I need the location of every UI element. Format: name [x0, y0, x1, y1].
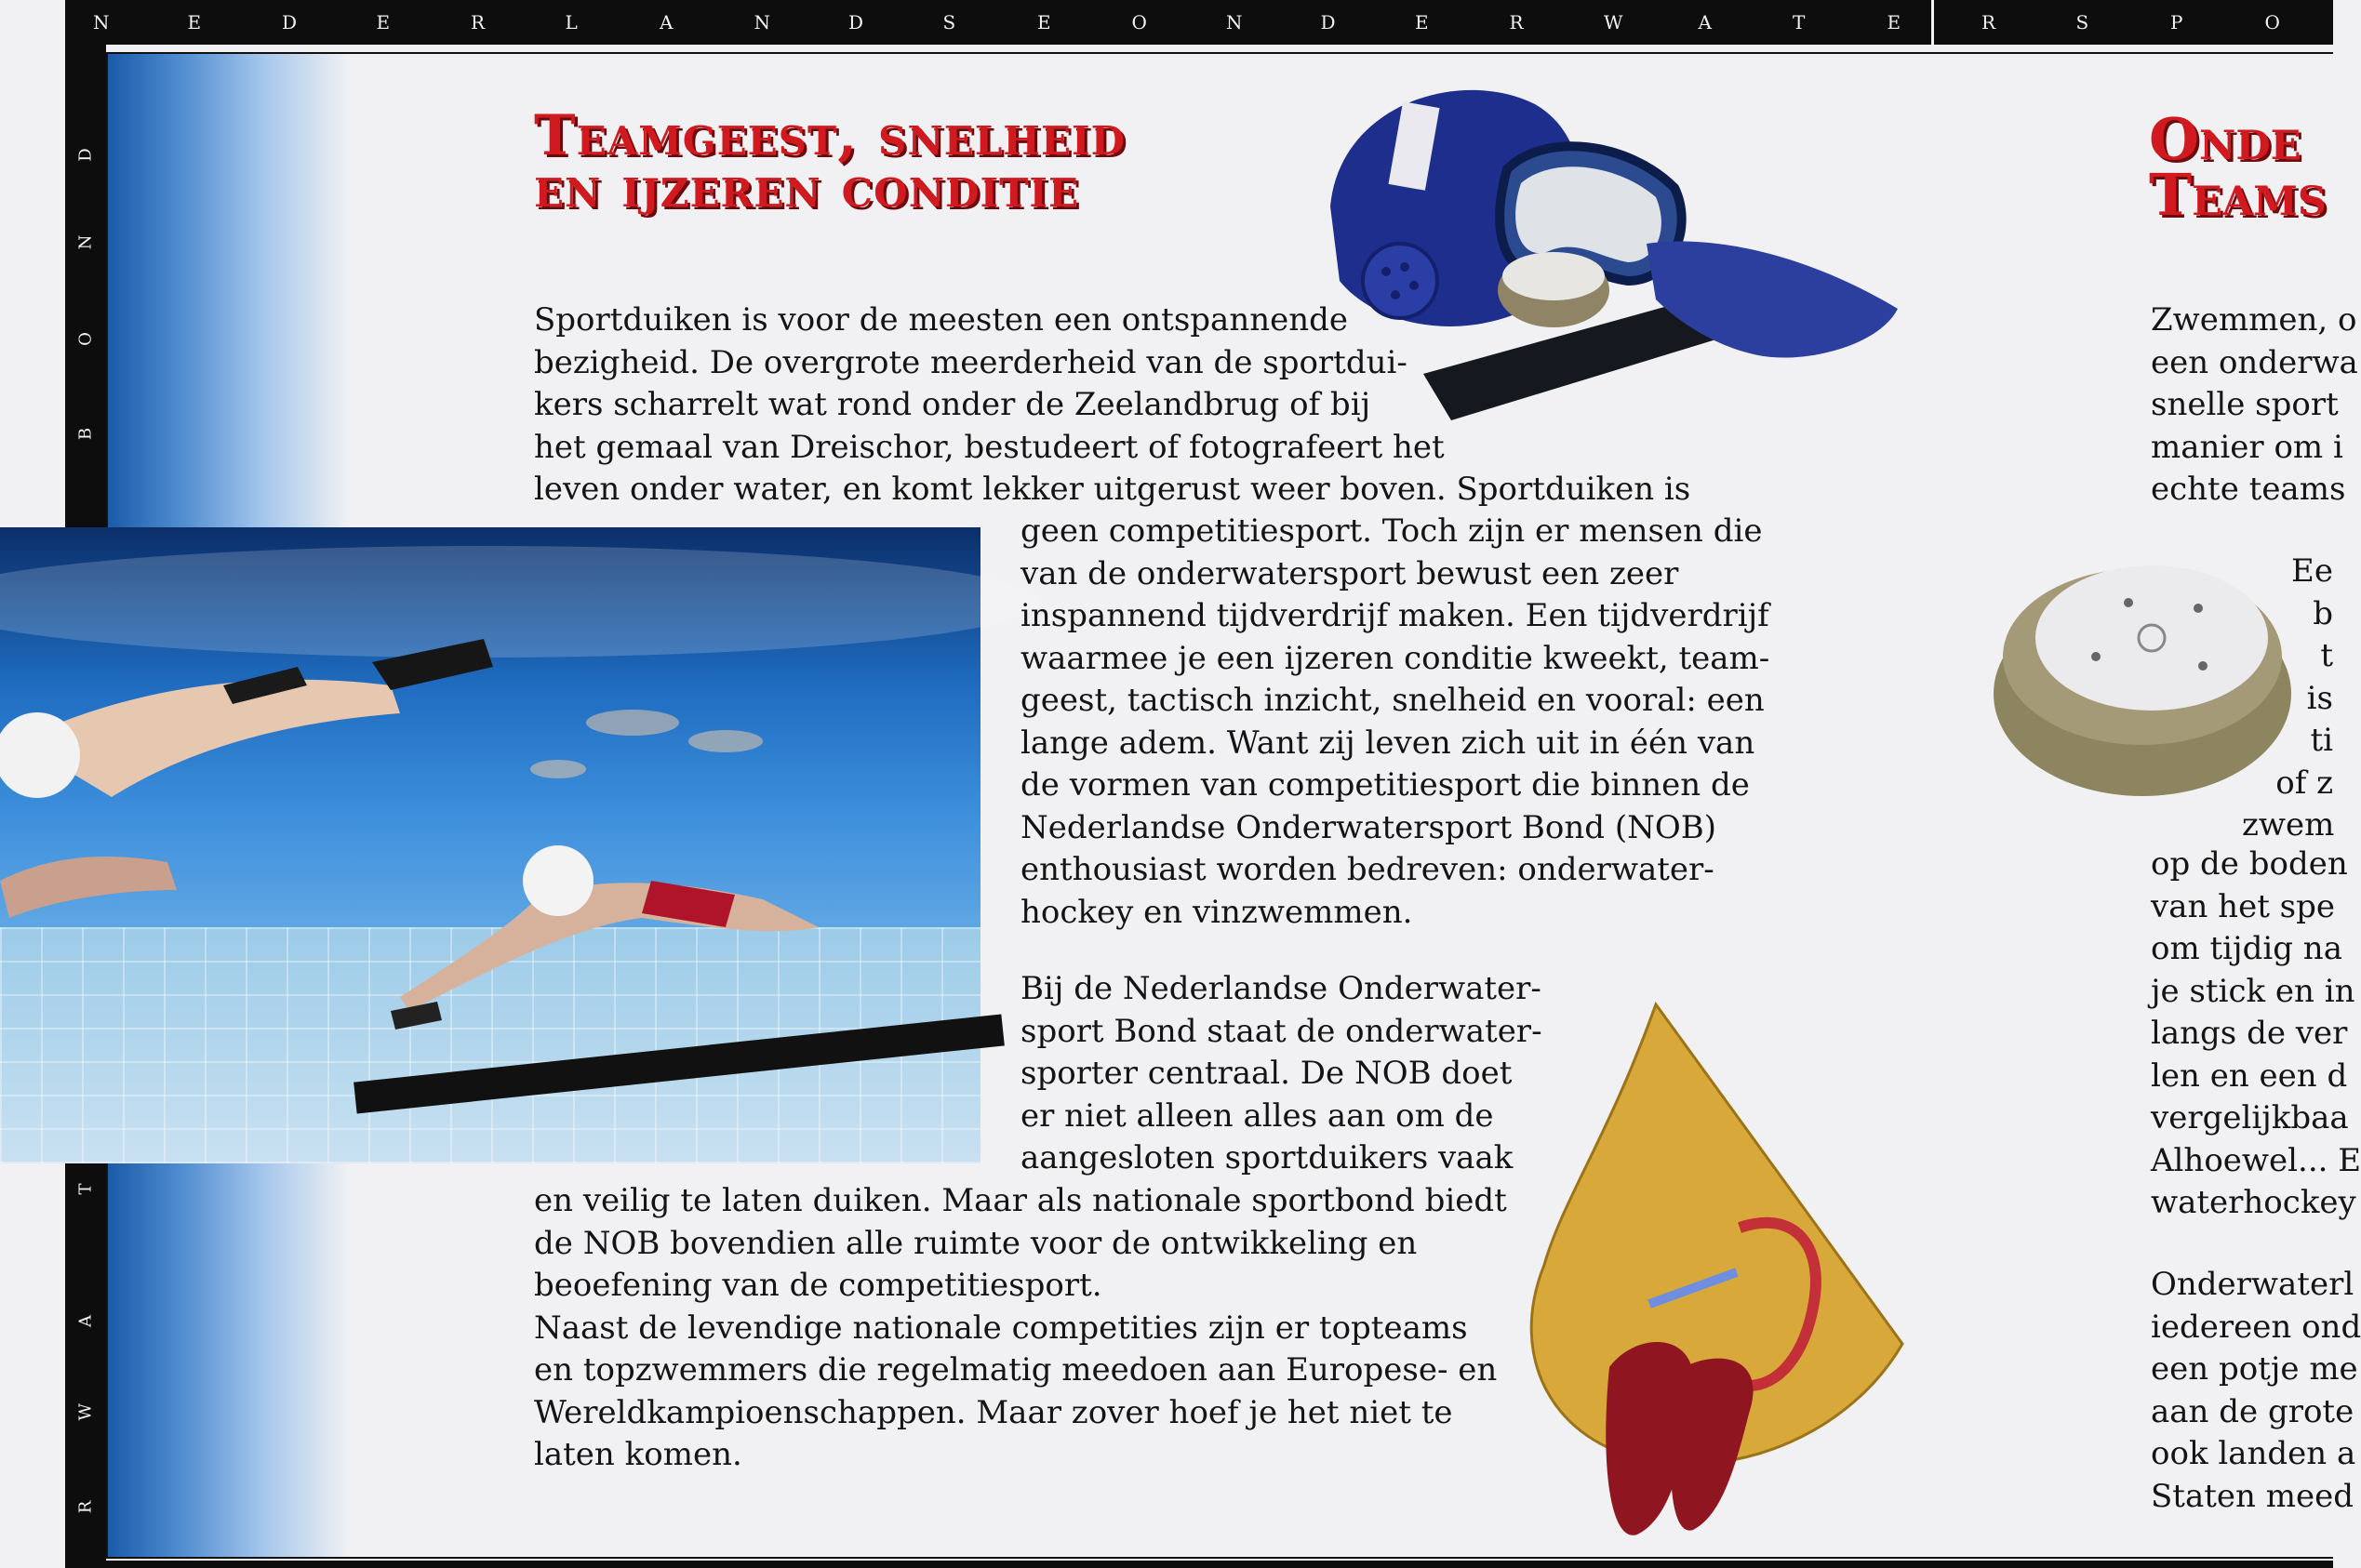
band-letter: R: [471, 11, 486, 33]
swimmer-center: [400, 883, 819, 1011]
paragraph-1-bottom: geen competitiesport. Toch zijn er mensen die van de onderwatersport bewust een zeer inspannend tijdverdrijf maken. Een tijdverdrijf waarmee je een ijzeren conditie kweekt, team- geest, tactisch inzicht, snelheid en vooral: een lange adem. Want zij leven zich uit in één van de vormen van competitiesport die binnen de Nederlandse Onderwatersport Bond (NOB) enthousiast worden bedreven: onderwater- hockey en vinzwemmen.: [1020, 512, 1770, 931]
band-letter: O: [2264, 11, 2280, 33]
side-letter: W: [75, 1402, 96, 1421]
side-letter: N: [75, 234, 96, 250]
right-col-wrap: Ee b t is ti of z zwem: [2242, 552, 2335, 844]
band-letter: W: [1604, 11, 1623, 33]
band-letter: S: [2075, 11, 2089, 33]
band-letter: E: [1037, 11, 1051, 33]
title-line-1: Teamgeest, snelheid: [534, 103, 1127, 168]
side-letter: D: [75, 148, 96, 162]
band-letter: E: [1415, 11, 1429, 33]
band-letter: D: [1320, 11, 1336, 33]
band-letter: E: [187, 11, 202, 33]
band-letter: S: [942, 11, 956, 33]
right-page-title: Onde Teams: [2149, 105, 2327, 229]
band-letter: L: [565, 11, 578, 33]
band-letter: E: [1887, 11, 1901, 33]
article-title: [534, 103, 1127, 220]
band-letter: T: [1793, 11, 1806, 33]
right-col-end: Onderwaterl iedereen ond een potje me aan de grote ook landen a Staten meed: [2151, 1266, 2361, 1515]
page-fold: [1931, 0, 1934, 45]
underwater-hockey-photo: [0, 527, 980, 1163]
band-letter: D: [848, 11, 864, 33]
band-letter: A: [660, 11, 674, 33]
band-letter: N: [754, 11, 770, 33]
paragraph-2-top: Bij de Nederlandse Onderwater- sport Bond staat de onderwater- sporter centraal. De NOB doet er niet alleen alles aan om de aangesloten sportduikers vaak: [1020, 970, 1542, 1176]
side-letter: A: [75, 1315, 96, 1327]
side-letter: T: [75, 1183, 96, 1195]
band-letter: R: [1509, 11, 1524, 33]
bottom-band: [65, 1561, 2333, 1568]
swimmer-bottom-left: [0, 857, 177, 918]
swimmers: [0, 527, 980, 1163]
side-letter: O: [75, 332, 96, 346]
top-letter-band: [65, 0, 2333, 45]
foot-pocket-right: [1671, 1359, 1753, 1531]
band-letter: P: [2170, 11, 2183, 33]
band-letter: R: [1981, 11, 1996, 33]
right-col-rest: op de boden van het spe om tijdig na je stick en in langs de ver len en een d vergelijkbaa Alhoewel... E waterhockey: [2151, 845, 2361, 1221]
paragraph-1-top: Sportduiken is voor de meesten een ontspannende bezigheid. De overgrote meerderheid van de sportdui- kers scharrelt wat rond onder de Zeelandbrug of bij het gemaal van Dreischor, bestudeert of fotografeert het leven onder water, en komt lekker uitgerust weer boven. Sportduiken is: [534, 301, 1691, 508]
right-col-top: Zwemmen, o een onderwa snelle sport manier om i echte teams: [2151, 301, 2358, 508]
side-letter: B: [75, 427, 96, 441]
monofin-illustration: [1516, 995, 1954, 1553]
band-letter: A: [1698, 11, 1712, 33]
band-letter: E: [376, 11, 391, 33]
band-letter: N: [93, 11, 110, 33]
title-line-2: en ijzeren conditie: [534, 155, 1080, 220]
band-letter: D: [282, 11, 298, 33]
side-letter: R: [75, 1500, 96, 1514]
band-letter: N: [1226, 11, 1243, 33]
paragraph-2-bottom: en veilig te laten duiken. Maar als nationale sportbond biedt de NOB bovendien alle ruimte voor de ontwikkeling en beoefening van de competitiesport. Naast de levendige nationale competities zijn er topteams en topzwemmers die regelmatig meedoen aan Europese- en Wereldkampioenschappen. Maar zover hoef je het niet te laten komen.: [534, 1182, 1507, 1473]
band-letter: O: [1131, 11, 1147, 33]
